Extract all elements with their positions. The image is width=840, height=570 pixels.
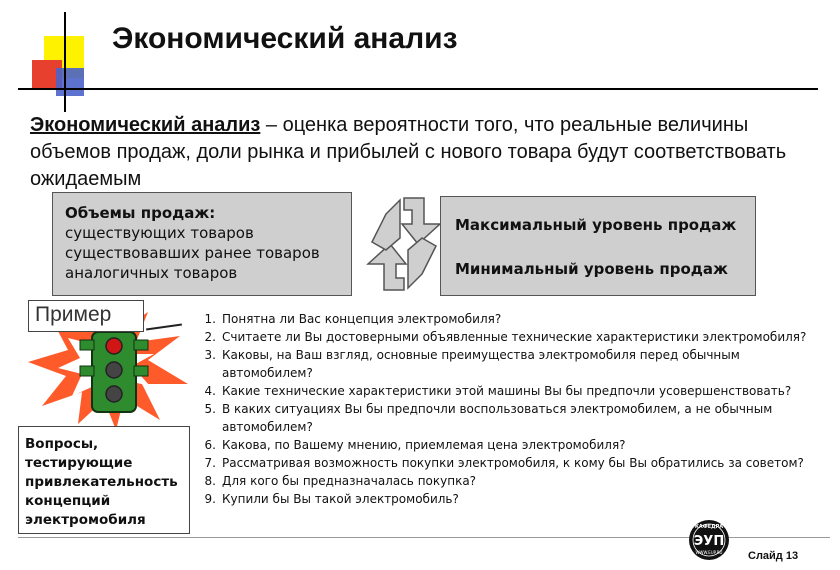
question-item [196,436,826,454]
questions-caption-box [18,426,190,534]
definition-paragraph [30,112,820,193]
question-item [196,310,826,328]
question-number: 9. [204,492,216,506]
question-text: Купили бы Вы такой электромобиль? [222,492,459,506]
question-item [196,346,826,382]
question-number: 5. [204,402,216,416]
definition-term: Экономический анализ [30,114,261,136]
question-number: 8. [204,474,216,488]
decor-vertical-line [64,12,66,112]
question-text: Какие технические характеристики этой машины Вы бы предпочли усовершенствовать? [222,384,792,398]
questions-caption-line: Вопросы, [25,436,99,452]
example-label: Пример [28,300,144,332]
question-item [196,490,826,508]
question-text: Считаете ли Вы достоверными объявленные технические характеристики электромобиля? [222,330,807,344]
question-item [196,328,826,346]
sales-level-box [440,196,756,296]
questions-caption-line: тестирующие [25,455,133,471]
slide-number: Слайд 13 [748,550,799,562]
question-item [196,472,826,490]
logo-top-text: КАФЕДРА [694,524,724,530]
max-sales-level: Максимальный уровень продаж [455,216,737,234]
title-divider [18,88,818,90]
cycle-arrows-icon [366,194,442,294]
sales-volume-line: существовавших ранее товаров [65,244,320,262]
logo-bottom-text: WWW.EUP.RU [695,550,723,555]
question-text: Какова, по Вашему мнению, приемлемая цена электромобиля? [222,438,626,452]
sales-volume-box [52,192,352,296]
question-item [196,400,826,436]
sales-volume-line: аналогичных товаров [65,264,238,282]
question-text: Для кого бы предназначалась покупка? [222,474,477,488]
questions-caption-line: электромобиля [25,512,146,528]
question-text: Каковы, на Ваш взгляд, основные преимущества электромобиля перед обычным автомобилем? [222,348,740,380]
question-number: 6. [204,438,216,452]
decor-blue-square [56,68,84,96]
department-logo [678,518,740,562]
question-number: 1. [204,312,216,326]
logo-letters: ЭУП [693,534,725,549]
question-text: Рассматривая возможность покупки электромобиля, к кому бы Вы обратились за советом? [222,456,804,470]
min-sales-level: Минимальный уровень продаж [455,260,728,278]
sales-volume-heading: Объемы продаж: [65,204,216,222]
question-number: 7. [204,456,216,470]
question-list [196,310,826,508]
question-text: Понятна ли Вас концепция электромобиля? [222,312,502,326]
slide-title: Экономический анализ [112,22,458,55]
question-number: 3. [204,348,216,362]
definition-text: – оценка вероятности того, что реальные величины объемов продаж, доли рынка и прибылей с нового товара будут соответствовать ожидаемым [30,114,787,190]
question-text: В каких ситуациях Вы бы предпочли воспользоваться электромобилем, а не обычным автомобилем? [222,402,773,434]
question-item [196,454,826,472]
questions-caption-line: концепций [25,493,111,509]
question-number: 4. [204,384,216,398]
question-number: 2. [204,330,216,344]
sales-volume-line: существующих товаров [65,224,254,242]
question-item [196,382,826,400]
questions-caption-line: привлекательность [25,474,178,490]
